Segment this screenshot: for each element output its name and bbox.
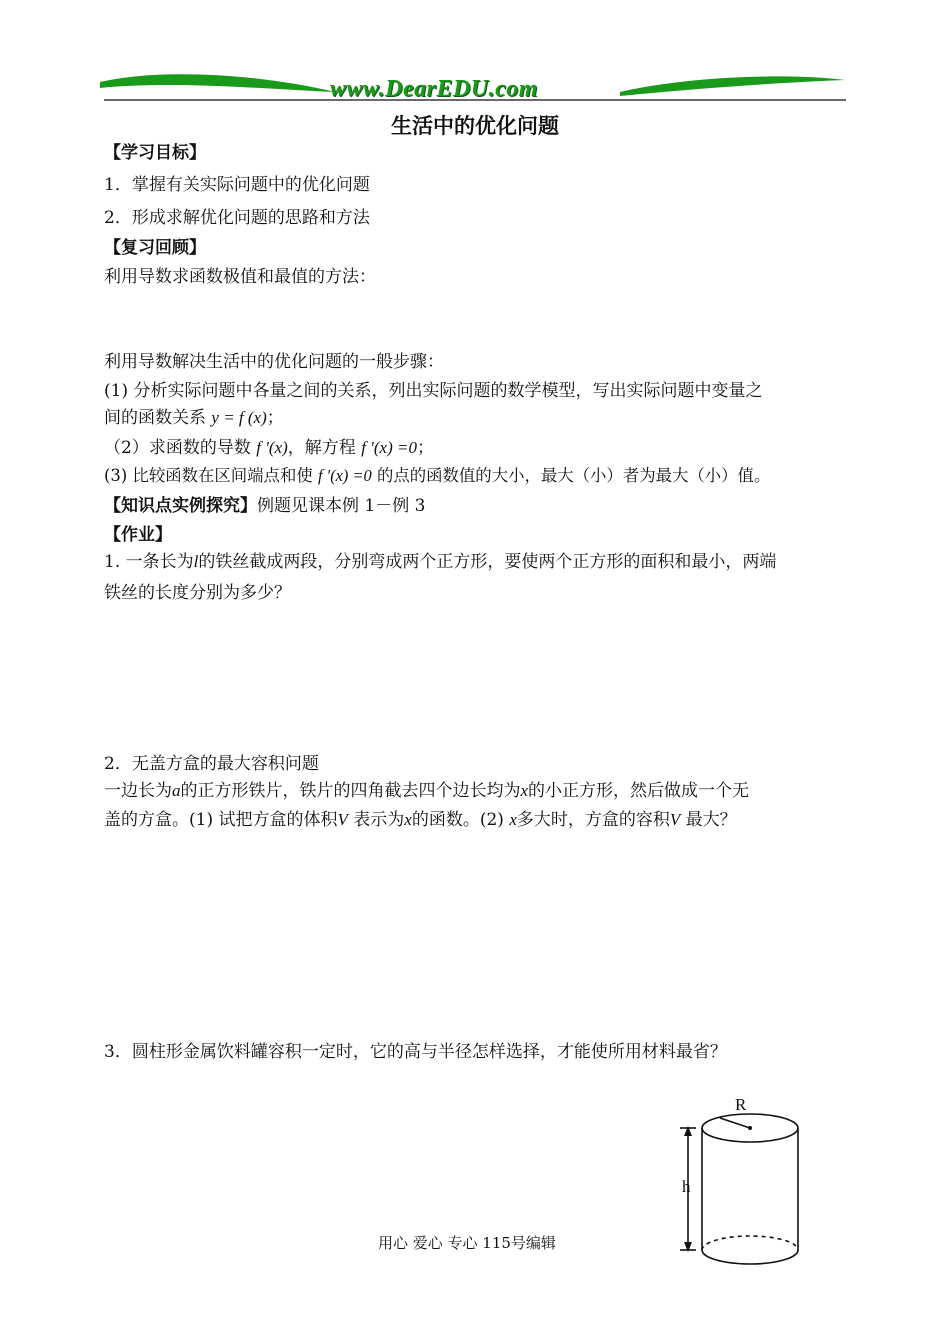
step-1-line-2: [104, 407, 284, 429]
page-footer: 用心 爱心 专心 115号编辑: [378, 1234, 556, 1252]
explore-heading: 【知识点实例探究】: [104, 496, 257, 516]
problem-1-text: 1. 一条长为: [104, 552, 194, 572]
explore-text: 例题见课本例 1－例 3: [257, 496, 426, 516]
review-heading: 【复习回顾】: [104, 238, 206, 258]
goal-1: 1．掌握有关实际问题中的优化问题: [104, 175, 370, 195]
steps-intro: 利用导数解决生活中的优化问题的一般步骤：: [104, 352, 444, 372]
problem-2-text-e: 表示为: [353, 810, 405, 830]
problem-2-var-x-3: x: [509, 810, 517, 829]
step-2-formula-equation: f ′(x) =0: [361, 438, 417, 457]
step-1-line-1: (1) 分析实际问题中各量之间的关系，列出实际问题的数学模型，写出实际问题中变量之: [104, 381, 763, 401]
problem-2-title: 2．无盖方盒的最大容积问题: [104, 754, 319, 774]
step-1-suffix: ；: [266, 408, 284, 428]
problem-2-text-h: 最大？: [685, 810, 737, 830]
radius-label: R: [735, 1095, 747, 1114]
cylinder-diagram: [668, 1088, 813, 1278]
problem-2-text-f: 的函数。(2): [411, 810, 504, 830]
step-2-text: （2）求函数的导数: [104, 438, 251, 458]
site-logo[interactable]: www.DearEDU.com: [330, 76, 538, 102]
goals-heading: 【学习目标】: [104, 143, 206, 163]
problem-1-line-2: 铁丝的长度分别为多少？: [104, 583, 291, 603]
step-3: [104, 465, 770, 487]
problem-2-line-2: [104, 809, 737, 831]
problem-1-line-1: [104, 551, 776, 573]
problem-2-var-v: V: [337, 810, 348, 829]
page-title: 生活中的优化问题: [391, 114, 559, 138]
step-2: [104, 437, 434, 459]
problem-2-text-d: 盖的方盒。(1) 试把方盒的体积: [104, 810, 338, 830]
problem-2-var-a: a: [172, 781, 181, 800]
problem-2-text-g: 多大时，方盒的容积: [516, 810, 670, 830]
problem-2-var-x: x: [520, 781, 529, 800]
problem-1-var-l: l: [193, 552, 199, 571]
problem-2-var-x-2: x: [404, 810, 412, 829]
problem-3-text: 3．圆柱形金属饮料罐容积一定时，它的高与半径怎样选择，才能使所用材料最省？: [104, 1042, 727, 1062]
step-2-mid: ，解方程: [287, 438, 356, 458]
step-1-text: 间的函数关系: [104, 408, 206, 428]
homework-heading: 【作业】: [104, 525, 172, 545]
step-3-formula: f ′(x) =0: [317, 466, 372, 485]
step-3-suffix: 的点的函数值的大小，最大（小）者为最大（小）值。: [376, 466, 771, 485]
step-3-text: (3) 比较函数在区间端点和使: [104, 466, 313, 485]
review-text: 利用导数求函数极值和最值的方法：: [104, 267, 376, 287]
problem-2-line-1: [104, 780, 749, 802]
problem-2-text-b: 的正方形铁片，铁片的四角截去四个边长均为: [180, 781, 521, 801]
problem-2-text-c: 的小正方形，然后做成一个无: [528, 781, 750, 801]
problem-2-text-a: 一边长为: [104, 781, 172, 801]
problem-1-text-cont: 的铁丝截成两段，分别弯成两个正方形，要使两个正方形的面积和最小，两端: [198, 552, 777, 572]
explore-line: [104, 495, 425, 517]
goal-2: 2．形成求解优化问题的思路和方法: [104, 208, 370, 228]
step-2-suffix: ；: [416, 438, 434, 458]
height-label: h: [682, 1177, 691, 1196]
step-1-formula: y = f (x): [211, 408, 267, 427]
problem-2-var-v-2: V: [669, 810, 681, 829]
step-2-formula-derivative: f ′(x): [256, 438, 288, 457]
